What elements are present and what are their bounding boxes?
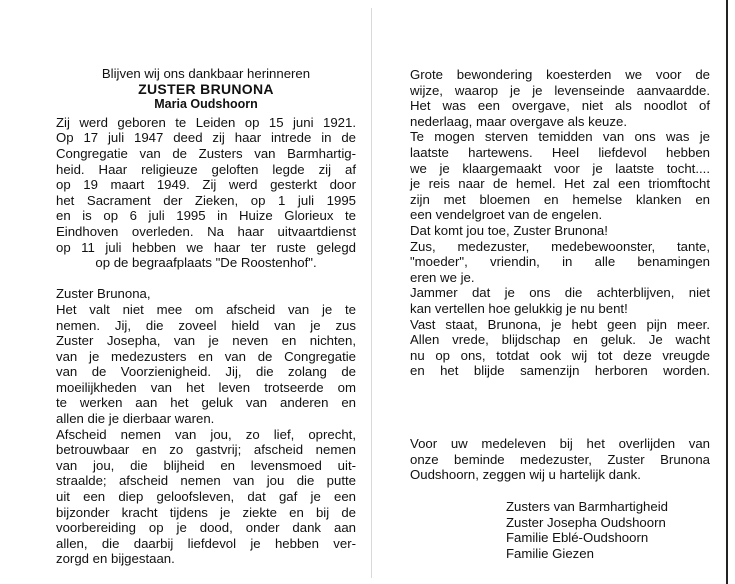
bio-line: op de begraafplaats "De Roostenhof". [95, 255, 317, 271]
letter-line: nemen. Jij, die zoveel hield van je zus [56, 317, 356, 333]
signature-line: Familie Giezen [506, 545, 594, 561]
letter-line: Vast staat, Brunona, je hebt geen pijn meer. [410, 316, 710, 332]
letter-line: laatste hartewens. Heel liefdevol hebben [410, 144, 710, 160]
letter-line: zorgd en bijgestaan. [56, 551, 175, 567]
right-page [410, 67, 710, 379]
letter-line: allen, die daarbij liefdevol je hebben ver- [56, 535, 356, 551]
letter-line: te werken aan het geluk van anderen en [56, 395, 356, 411]
bio-line: Op 17 juli 1947 deed zij haar intrede in de [56, 130, 356, 146]
signature-line: Zuster Josepha Oudshoorn [506, 514, 666, 530]
bio-line: Zij werd geboren te Leiden op 15 juni 1921. [56, 114, 356, 130]
bio-line: Congregatie van de Zusters van Barmhartig- [56, 145, 356, 161]
letter-line: van je medezusters en van de Congregatie [56, 348, 356, 364]
name-title: ZUSTER BRUNONA [138, 80, 274, 97]
letter-line: Het valt niet mee om afscheid van je te [56, 301, 356, 317]
letter-line: moeilijkheden van het leven trotseerde om [56, 379, 356, 395]
card-fold-line [371, 8, 372, 578]
letter-line: bijzonder kracht tijdens je ziekte en bij de [56, 504, 356, 520]
letter-line: eren we je. [410, 269, 475, 285]
letter-line: kan vertellen hoe gelukkig je nu bent! [410, 300, 628, 316]
letter-line: nederlaag, maar overgave als keuze. [410, 113, 627, 129]
letter-line: je reis naar de hemel. Het zal een triomftocht [410, 176, 710, 192]
letter-line: van de Voorzienigheid. Jij, die zolang de [56, 364, 356, 380]
letter-line: betrouwbaar en zo gastvrij; afscheid nemen [56, 442, 356, 458]
card-edge [726, 0, 728, 584]
thank-you-note [410, 436, 710, 483]
letter-line: wijze, waarop je je levenseinde aanvaardde. [410, 82, 710, 98]
letter-line: voorbereiding op je dood, onder dank aan [56, 520, 356, 536]
letter-line: Te mogen sterven temidden van ons was je [410, 129, 710, 145]
thanks-line: Oudshoorn, zeggen wij u hartelijk dank. [410, 467, 641, 483]
letter-line: Zus, medezuster, medebewoonster, tante, [410, 238, 710, 254]
signature-line: Familie Eblé-Oudshoorn [506, 530, 649, 546]
salutation: Zuster Brunona, [56, 286, 151, 302]
thanks-line: Voor uw medeleven bij het overlijden van [410, 436, 710, 451]
birth-name: Maria Oudshoorn [154, 97, 258, 112]
thanks-line: onze beminde medezuster, Zuster Brunona [410, 451, 710, 467]
letter-line: Dat komt jou toe, Zuster Brunona! [410, 222, 608, 238]
bio-line: Eindhoven overleden. Na haar uitvaartdienst [56, 223, 356, 239]
letter-line: Jammer dat je ons die achterblijven, niet [410, 285, 710, 301]
letter-line: zijn met bloemen en hemelse klanken en [410, 191, 710, 207]
letter-line: een vendelgroet van de engelen. [410, 207, 603, 223]
letter-line: Afscheid nemen van jou, zo lief, oprecht, [56, 426, 356, 442]
bio-line: heid. Haar religieuze geloften legde zij af [56, 161, 356, 177]
signatures [506, 499, 668, 561]
letter-line: we je klaargemaakt voor je laatste tocht.... [410, 160, 710, 176]
letter-line: van jou, die blijheid en levensmoed uit- [56, 457, 356, 473]
farewell-letter [56, 302, 356, 567]
bio-line: en is op 6 juli 1995 in Huize Glorieux te [56, 208, 356, 224]
letter-line: straalde; afscheid nemen van jou die putte [56, 473, 356, 489]
bio-line: op 19 maart 1949. Zij werd gesterkt door [56, 177, 356, 193]
letter-line: Allen vrede, blijdschap en geluk. Je wacht [410, 332, 710, 348]
letter-line: Het was een overgave, niet als noodlot of [410, 98, 710, 114]
biography [56, 115, 356, 271]
letter-line: uit een diep geloofsleven, dat gaf je een [56, 489, 356, 505]
letter-line: "moeder", vriendin, in alle benamingen [410, 254, 710, 270]
letter-line: nu op ons, totdat ook wij tot deze vreugde [410, 347, 710, 363]
letter-line: Zuster Josepha, van je neven en nichten, [56, 333, 356, 349]
bio-line: het Sacrament der Zieken, op 1 juli 1995 [56, 192, 356, 208]
letter-line: Grote bewondering koesterden we voor de [410, 67, 710, 82]
letter-line: en het blijde samenzijn herboren worden. [410, 363, 710, 379]
bio-line: op 11 juli hebben we haar ter ruste gelegd [56, 239, 356, 255]
intro-line: Blijven wij ons dankbaar herinneren [101, 66, 311, 81]
signature-line: Zusters van Barmhartigheid [506, 499, 668, 514]
left-page [56, 66, 356, 567]
letter-line: allen die je dierbaar waren. [56, 411, 215, 427]
